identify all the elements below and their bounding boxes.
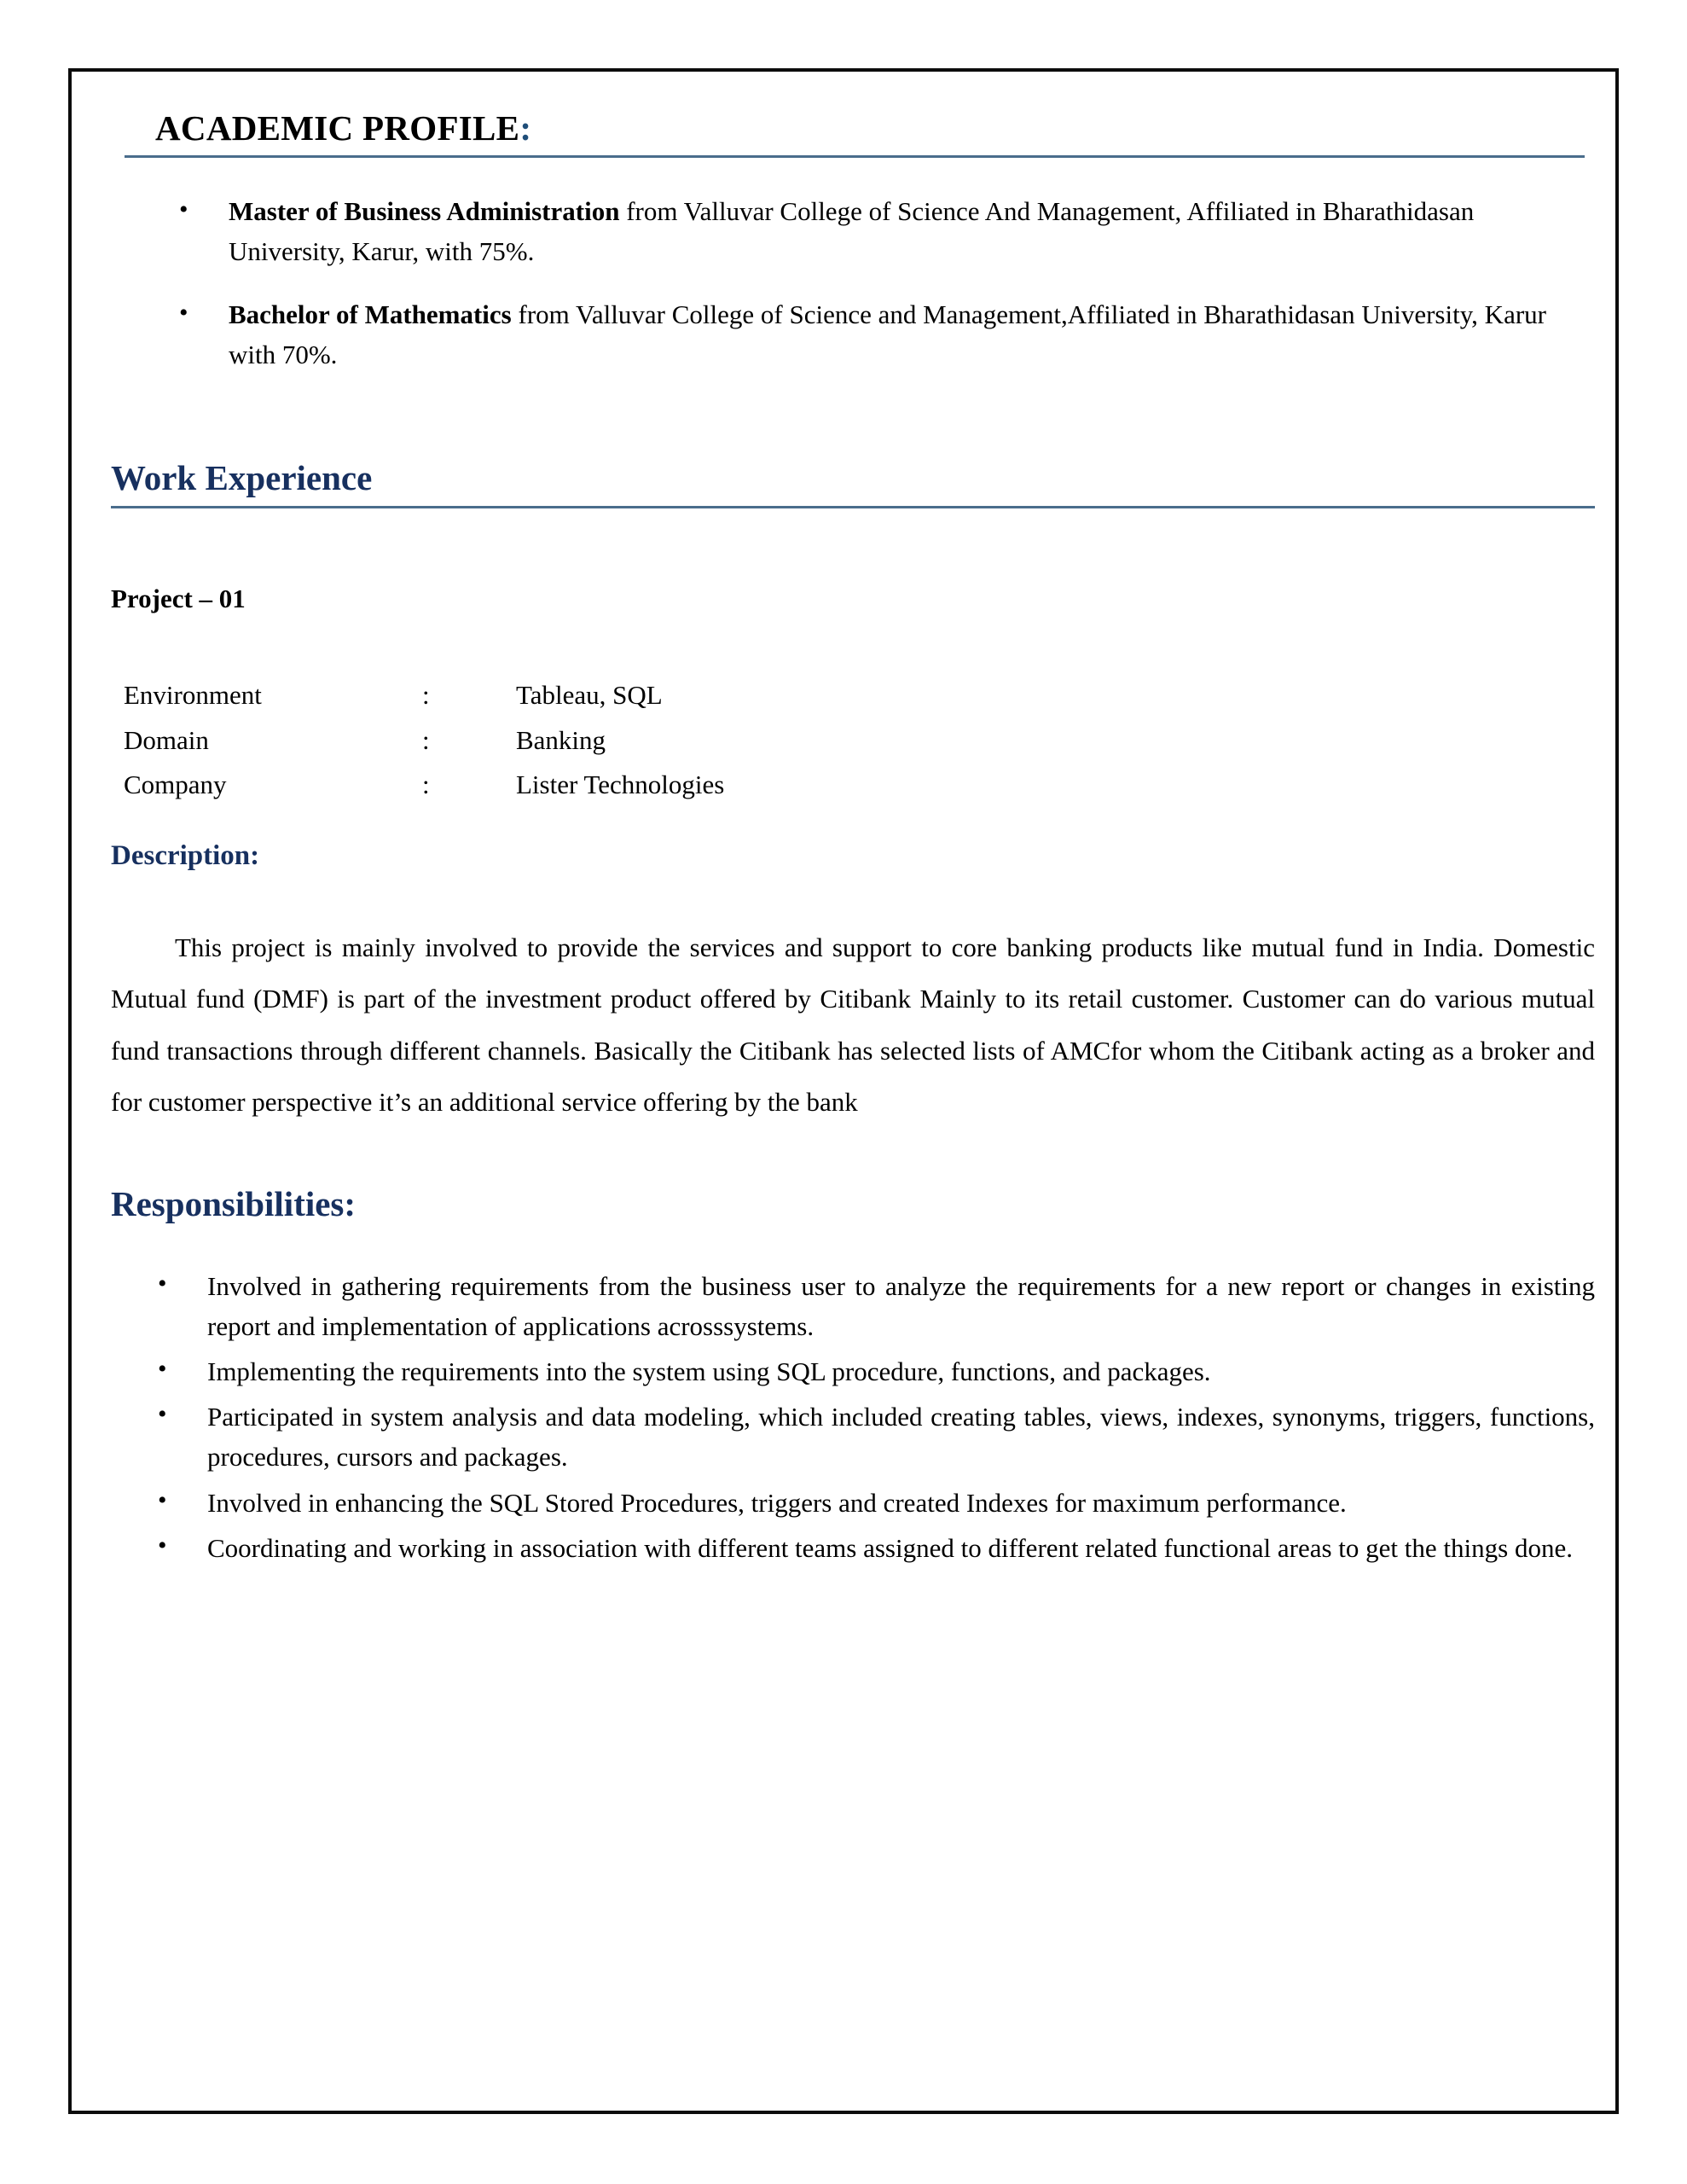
description-paragraph: This project is mainly involved to provide the services and support to core banking products like mutual fund in India. Domestic Mutual fund (DMF) is part of the investment product offered by Citibank Mainly to its retail customer. Customer can do various mutual fund transactions through different channels. Basically the Citibank has selected lists of AMCfor whom the Citibank acting as a broker and for customer perspective it’s an additional service offering by the bank [111,932,1595,1118]
list-item: • Involved in enhancing the SQL Stored Procedures, triggers and created Indexes for maximum performance. [111,1483,1595,1523]
academic-profile-heading [155,107,1595,150]
meta-label: Domain [124,724,209,755]
page-content [111,107,1595,1573]
project-title: Project – 01 [111,583,246,613]
academic-profile-heading-colon: : [519,108,532,148]
list-item [111,192,1595,271]
list-item: • Coordinating and working in association with different teams assigned to different related functional areas to get the things done. [111,1528,1595,1568]
work-experience-heading: Work Experience [111,458,373,498]
education-degree-label: Bachelor of Mathematics [229,299,512,330]
table-row [124,724,724,770]
meta-separator: : [422,679,430,710]
responsibilities-heading: Responsibilities: [111,1183,357,1223]
list-item [111,295,1595,375]
meta-label: Company [124,770,227,800]
academic-profile-heading-text: ACADEMIC PROFILE [155,108,520,148]
responsibilities-list [111,1266,1595,1568]
meta-label: Environment [124,679,262,710]
meta-value: Tableau, SQL [516,679,663,710]
project-meta-table [124,679,724,814]
meta-separator: : [422,724,430,755]
list-item: • Implementing the requirements into the system using SQL procedure, functions, and packages. [111,1351,1595,1391]
list-item: • Participated in system analysis and data modeling, which included creating tables, views, indexes, synonyms, triggers, functions, procedures, cursors and packages. [111,1397,1595,1477]
table-row [124,769,724,814]
list-item: • Involved in gathering requirements from the business user to analyze the requirements for a new report or changes in existing report and implementation of applications acrosssystems. [111,1266,1595,1346]
description-heading: Description: [111,840,260,872]
work-experience-section [111,456,1595,1568]
education-detail-text: from Valluvar College of Science And Management, Affiliated in Bharathidasan University, Karur, with 75%. [229,196,1475,266]
meta-separator: : [422,770,430,800]
academic-profile-list [111,192,1595,375]
table-row [124,679,724,724]
education-degree-label: Master of Business Administration [229,196,620,227]
meta-value: Lister Technologies [516,770,725,800]
education-detail-text: from Valluvar College of Science and Management,Affiliated in Bharathidasan University, Karur with 70%. [229,299,1546,369]
meta-value: Banking [516,724,606,755]
academic-profile-section [111,107,1595,375]
